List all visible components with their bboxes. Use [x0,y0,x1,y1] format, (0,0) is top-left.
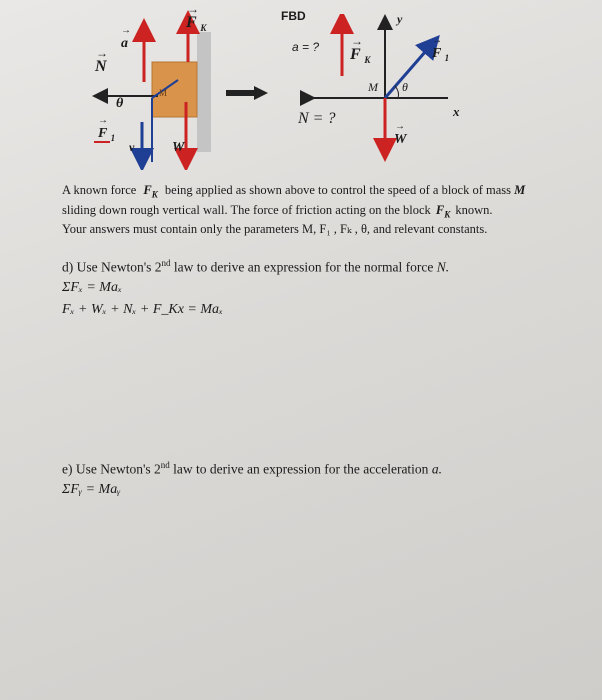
fbd-label-applied: → F $_1$ [432,35,450,63]
problem-statement [62,183,582,237]
wall [197,32,211,152]
part-e-eq-1: ΣFᵧ = Maᵧ [62,482,121,497]
problem-line-1: A known force $F_K$ being applied as shown above to control the speed of a block of mass M [62,183,526,200]
problem-fk-symbol-1: $F_K$ [143,183,158,200]
free-body-diagram [300,14,480,164]
label-accel-left: → a [121,25,131,51]
label-applied-left: → F $_1$ [98,115,116,143]
fbd-label-y: y [397,12,403,26]
fbd-label-weight: → W [394,121,407,147]
fbd-applied-arrow [385,44,432,98]
fbd-label-mass: M [368,80,378,94]
transform-arrow [226,86,270,100]
label-velocity-left: v [129,140,135,154]
problem-line-3: Your answers must contain only the parameters M, F₁ , Fₖ , θ, and relevant constants. [62,222,488,236]
fbd-label-x: x [453,104,460,119]
fbd-normal-unknown: N = ? [298,110,336,127]
label-friction-left: → F $_K$ [186,2,207,34]
problem-fk-symbol-2: $F_K$ [435,202,451,219]
fbd-accel-unknown: a = ? [292,40,320,54]
fbd-label-friction: → F $_K$ [350,34,371,66]
fbd-title: FBD [281,9,306,23]
label-theta-left: θ [116,96,124,111]
part-e-prompt: e) Use Newton's 2nd law to derive an expression for the acceleration a. [62,460,442,477]
label-weight-left: W [172,140,185,155]
problem-line-2: sliding down rough vertical wall. The force of friction acting on the block $F_K$ known. [62,202,493,219]
system-diagram [80,2,230,170]
part-d-eq-1: ΣFₓ = Maₓ [62,280,122,295]
label-normal: → N [95,46,108,75]
fbd-label-theta: θ [402,80,408,94]
block-mass-label: M [159,88,168,98]
part-d-eq-2: Fₓ + Wₓ + Nₓ + F_Kx = Maₓ [62,302,224,317]
part-d-prompt: d) Use Newton's 2nd law to derive an expression for the normal force N. [62,258,450,275]
